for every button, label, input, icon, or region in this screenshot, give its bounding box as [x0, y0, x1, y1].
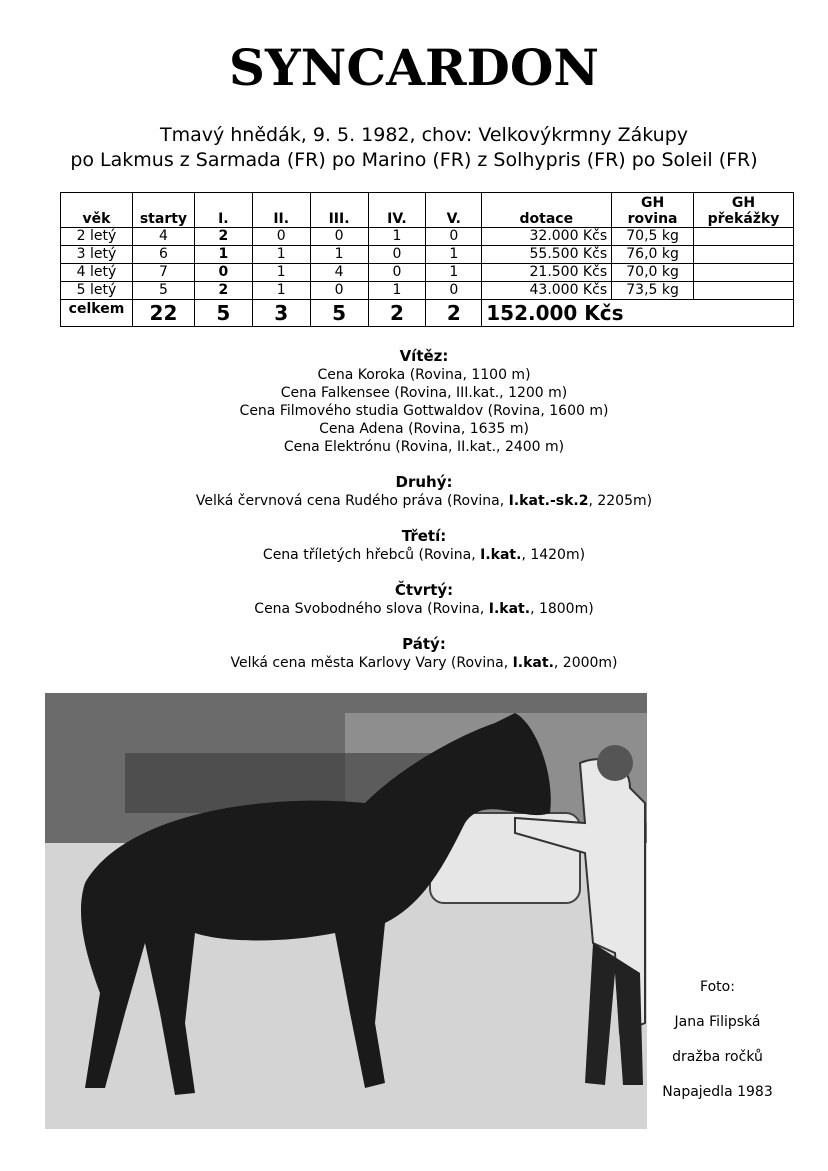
handler-head — [597, 745, 633, 781]
table-cell: 1 — [426, 246, 482, 264]
race-name: Velká cena města Karlovy Vary (Rovina, — [230, 655, 513, 671]
race-category: I.kat. — [488, 601, 531, 617]
second-heading: Druhý: — [395, 473, 453, 491]
table-cell: 3 letý — [61, 246, 133, 264]
table-cell: 2 — [194, 228, 252, 246]
col-header-second: II. — [252, 193, 310, 228]
race-distance: , 1800m) — [530, 601, 594, 617]
table-cell: 5 — [132, 282, 194, 300]
table-cell: 1 — [368, 282, 426, 300]
table-cell — [694, 264, 794, 282]
race-category: I.kat. — [480, 547, 522, 563]
caption-line: Jana Filipská — [674, 1014, 761, 1030]
table-cell: 4 — [132, 228, 194, 246]
table-header-row — [61, 193, 794, 228]
table-total-row — [61, 300, 794, 327]
table-cell: 32.000 Kčs — [482, 228, 612, 246]
fifth-section — [0, 634, 828, 672]
list-item: Cena Filmového studia Gottwaldov (Rovina, 1600 m) — [239, 403, 609, 419]
table-cell: 6 — [132, 246, 194, 264]
table-cell — [694, 228, 794, 246]
table-cell: 70,0 kg — [612, 264, 694, 282]
total-starts: 22 — [132, 300, 194, 327]
table-cell: 43.000 Kčs — [482, 282, 612, 300]
table-cell: 0 — [426, 282, 482, 300]
list-item — [0, 654, 828, 672]
caption-line: dražba ročků — [672, 1049, 763, 1065]
table-cell: 1 — [252, 246, 310, 264]
col-header-gh-flat: GH rovina — [612, 193, 694, 228]
table-cell: 76,0 kg — [612, 246, 694, 264]
table-cell: 1 — [252, 264, 310, 282]
list-item: Cena Elektrónu (Rovina, II.kat., 2400 m) — [283, 439, 565, 455]
table-cell: 1 — [252, 282, 310, 300]
table-cell: 73,5 kg — [612, 282, 694, 300]
total-third: 5 — [310, 300, 368, 327]
table-cell: 1 — [368, 228, 426, 246]
table-cell: 0 — [194, 264, 252, 282]
table-cell: 7 — [132, 264, 194, 282]
table-cell — [694, 282, 794, 300]
table-row — [61, 282, 794, 300]
table-cell: 4 — [310, 264, 368, 282]
fourth-heading: Čtvrtý: — [394, 581, 454, 599]
col-header-starts: starty — [132, 193, 194, 228]
table-cell: 0 — [368, 264, 426, 282]
col-header-prize: dotace — [482, 193, 612, 228]
table-cell: 1 — [426, 264, 482, 282]
table-cell: 4 letý — [61, 264, 133, 282]
race-category: I.kat. — [512, 655, 554, 671]
winner-section — [0, 346, 828, 456]
fifth-heading: Pátý: — [402, 635, 446, 653]
table-cell: 1 — [194, 246, 252, 264]
table-row — [61, 264, 794, 282]
col-header-gh-hurdles: GH překážky — [694, 193, 794, 228]
table-cell: 0 — [310, 282, 368, 300]
table-cell: 70,5 kg — [612, 228, 694, 246]
table-cell — [694, 246, 794, 264]
table-cell: 5 letý — [61, 282, 133, 300]
list-item — [0, 492, 828, 510]
photo-caption — [655, 978, 780, 1118]
list-item: Cena Adena (Rovina, 1635 m) — [319, 421, 529, 437]
total-first: 5 — [194, 300, 252, 327]
third-heading: Třetí: — [401, 527, 447, 545]
horse-photo-illustration — [45, 693, 647, 1129]
list-item — [0, 600, 828, 618]
table-cell: 0 — [426, 228, 482, 246]
race-distance: , 1420m) — [521, 547, 586, 563]
race-statistics-table — [60, 192, 794, 327]
list-item: Cena Falkensee (Rovina, III.kat., 1200 m) — [280, 385, 568, 401]
race-distance: , 2000m) — [553, 655, 618, 671]
caption-line: Foto: — [700, 979, 735, 995]
race-distance: , 2205m) — [588, 493, 653, 509]
total-second: 3 — [252, 300, 310, 327]
caption-line: Napajedla 1983 — [662, 1084, 773, 1100]
race-results — [0, 346, 828, 688]
col-header-third: III. — [310, 193, 368, 228]
table-cell: 2 — [194, 282, 252, 300]
total-label: celkem — [61, 300, 133, 327]
fourth-section — [0, 580, 828, 618]
race-name: Velká červnová cena Rudého práva (Rovina, — [195, 493, 509, 509]
list-item — [0, 546, 828, 564]
race-category: I.kat.-sk.2 — [508, 493, 589, 509]
race-name: Cena Svobodného slova (Rovina, — [254, 601, 489, 617]
total-fifth: 2 — [426, 300, 482, 327]
total-prize: 152.000 Kčs — [482, 300, 794, 327]
page-title: SYNCARDON — [228, 38, 600, 97]
table-cell: 0 — [368, 246, 426, 264]
pedigree-line: po Lakmus z Sarmada (FR) po Marino (FR) z Solhypris (FR) po Soleil (FR) — [70, 149, 758, 171]
table-cell: 55.500 Kčs — [482, 246, 612, 264]
table-cell: 0 — [310, 228, 368, 246]
col-header-age: věk — [61, 193, 133, 228]
race-name: Cena tříletých hřebců (Rovina, — [262, 547, 481, 563]
table-cell: 2 letý — [61, 228, 133, 246]
col-header-first: I. — [194, 193, 252, 228]
table-row — [61, 228, 794, 246]
horse-description: Tmavý hnědák, 9. 5. 1982, chov: Velkovýkrmny Zákupy — [159, 124, 689, 146]
third-section — [0, 526, 828, 564]
table-cell: 0 — [252, 228, 310, 246]
col-header-fourth: IV. — [368, 193, 426, 228]
total-fourth: 2 — [368, 300, 426, 327]
list-item: Cena Koroka (Rovina, 1100 m) — [317, 367, 531, 383]
table-row — [61, 246, 794, 264]
col-header-fifth: V. — [426, 193, 482, 228]
second-section — [0, 472, 828, 510]
winner-heading: Vítěz: — [399, 347, 449, 365]
table-cell: 21.500 Kčs — [482, 264, 612, 282]
table-cell: 1 — [310, 246, 368, 264]
horse-photo — [45, 693, 647, 1129]
